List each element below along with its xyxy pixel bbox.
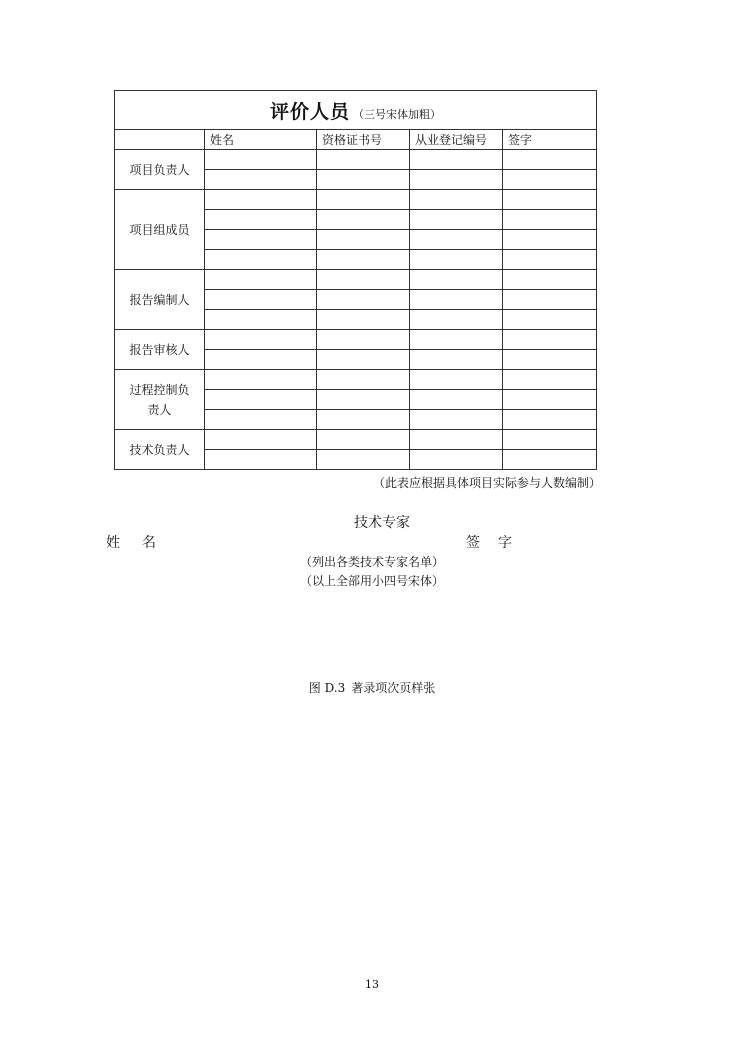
- cell-registration[interactable]: [410, 210, 503, 230]
- cell-name[interactable]: [205, 170, 317, 190]
- cell-name[interactable]: [205, 430, 317, 450]
- cell-registration[interactable]: [410, 170, 503, 190]
- cell-registration[interactable]: [410, 150, 503, 170]
- cell-certificate[interactable]: [317, 270, 410, 290]
- cell-name[interactable]: [205, 210, 317, 230]
- cell-signature[interactable]: [503, 390, 597, 410]
- table-title-cell: [115, 91, 597, 130]
- role-report-author: [115, 270, 205, 330]
- cell-certificate[interactable]: [317, 150, 410, 170]
- table-row: [115, 270, 597, 290]
- cell-name[interactable]: [205, 350, 317, 370]
- cell-signature[interactable]: [503, 290, 597, 310]
- cell-name[interactable]: [205, 290, 317, 310]
- table-title-row: [115, 91, 597, 130]
- cell-signature[interactable]: [503, 410, 597, 430]
- cell-signature[interactable]: [503, 150, 597, 170]
- cell-registration[interactable]: [410, 390, 503, 410]
- cell-registration[interactable]: [410, 230, 503, 250]
- experts-name-column: 姓名: [106, 535, 178, 551]
- table-row: [115, 330, 597, 350]
- figure-label: 图 D.3: [308, 681, 346, 695]
- cell-name[interactable]: [205, 310, 317, 330]
- experts-note-list: （列出各类技术专家名单）: [299, 555, 444, 569]
- table-title: 评价人员: [270, 100, 351, 123]
- cell-registration[interactable]: [410, 190, 503, 210]
- cell-certificate[interactable]: [317, 430, 410, 450]
- table-row: [115, 150, 597, 170]
- role-label-line-2: 责人: [147, 402, 172, 417]
- cell-name[interactable]: [205, 370, 317, 390]
- page-number: 13: [365, 978, 379, 991]
- cell-certificate[interactable]: [317, 170, 410, 190]
- role-label: 报告审核人: [129, 342, 190, 357]
- cell-signature[interactable]: [503, 350, 597, 370]
- cell-certificate[interactable]: [317, 410, 410, 430]
- role-process-control-leader: [115, 370, 205, 430]
- figure-caption: [0, 679, 744, 696]
- experts-title: 技术专家: [354, 515, 410, 531]
- cell-registration[interactable]: [410, 290, 503, 310]
- header-registration-no: 从业登记编号: [410, 130, 503, 150]
- cell-signature[interactable]: [503, 270, 597, 290]
- cell-certificate[interactable]: [317, 230, 410, 250]
- cell-signature[interactable]: [503, 250, 597, 270]
- cell-certificate[interactable]: [317, 190, 410, 210]
- cell-name[interactable]: [205, 330, 317, 350]
- cell-registration[interactable]: [410, 410, 503, 430]
- cell-name[interactable]: [205, 450, 317, 470]
- cell-name[interactable]: [205, 150, 317, 170]
- cell-certificate[interactable]: [317, 450, 410, 470]
- role-label-line-1: 过程控制负: [129, 382, 190, 397]
- table-header-row: [115, 130, 597, 150]
- cell-name[interactable]: [205, 390, 317, 410]
- role-label: 项目负责人: [129, 162, 190, 177]
- cell-registration[interactable]: [410, 430, 503, 450]
- table-row: [115, 370, 597, 390]
- cell-registration[interactable]: [410, 250, 503, 270]
- cell-registration[interactable]: [410, 350, 503, 370]
- cell-signature[interactable]: [503, 310, 597, 330]
- table-title-note: （三号宋体加粗）: [353, 107, 442, 121]
- cell-registration[interactable]: [410, 450, 503, 470]
- header-name: 姓名: [205, 130, 317, 150]
- header-signature: 签字: [503, 130, 597, 150]
- cell-registration[interactable]: [410, 270, 503, 290]
- cell-signature[interactable]: [503, 170, 597, 190]
- table-row: [115, 190, 597, 210]
- cell-signature[interactable]: [503, 330, 597, 350]
- cell-certificate[interactable]: [317, 310, 410, 330]
- role-technical-leader: [115, 430, 205, 470]
- cell-certificate[interactable]: [317, 210, 410, 230]
- evaluator-table: [114, 90, 597, 470]
- cell-name[interactable]: [205, 270, 317, 290]
- cell-registration[interactable]: [410, 370, 503, 390]
- cell-certificate[interactable]: [317, 250, 410, 270]
- role-label: 报告编制人: [129, 292, 190, 307]
- table-row: [115, 430, 597, 450]
- cell-name[interactable]: [205, 190, 317, 210]
- cell-registration[interactable]: [410, 310, 503, 330]
- cell-certificate[interactable]: [317, 370, 410, 390]
- cell-signature[interactable]: [503, 230, 597, 250]
- cell-certificate[interactable]: [317, 290, 410, 310]
- cell-signature[interactable]: [503, 210, 597, 230]
- cell-name[interactable]: [205, 230, 317, 250]
- cell-signature[interactable]: [503, 430, 597, 450]
- role-report-reviewer: [115, 330, 205, 370]
- role-team-members: [115, 190, 205, 270]
- cell-certificate[interactable]: [317, 390, 410, 410]
- cell-registration[interactable]: [410, 330, 503, 350]
- cell-certificate[interactable]: [317, 350, 410, 370]
- header-certificate-no: 资格证书号: [317, 130, 410, 150]
- figure-text: 著录项次页样张: [351, 681, 436, 695]
- cell-name[interactable]: [205, 250, 317, 270]
- cell-name[interactable]: [205, 410, 317, 430]
- cell-signature[interactable]: [503, 190, 597, 210]
- experts-sign-column: 签字: [466, 535, 530, 551]
- cell-signature[interactable]: [503, 370, 597, 390]
- role-project-leader: [115, 150, 205, 190]
- experts-note-font: （以上全部用小四号宋体）: [299, 574, 444, 588]
- cell-certificate[interactable]: [317, 330, 410, 350]
- cell-signature[interactable]: [503, 450, 597, 470]
- role-label: 技术负责人: [129, 442, 190, 457]
- table-note: （此表应根据具体项目实际参与人数编制）: [372, 476, 601, 490]
- role-label: 项目组成员: [129, 222, 190, 237]
- header-blank-cell: [115, 130, 205, 150]
